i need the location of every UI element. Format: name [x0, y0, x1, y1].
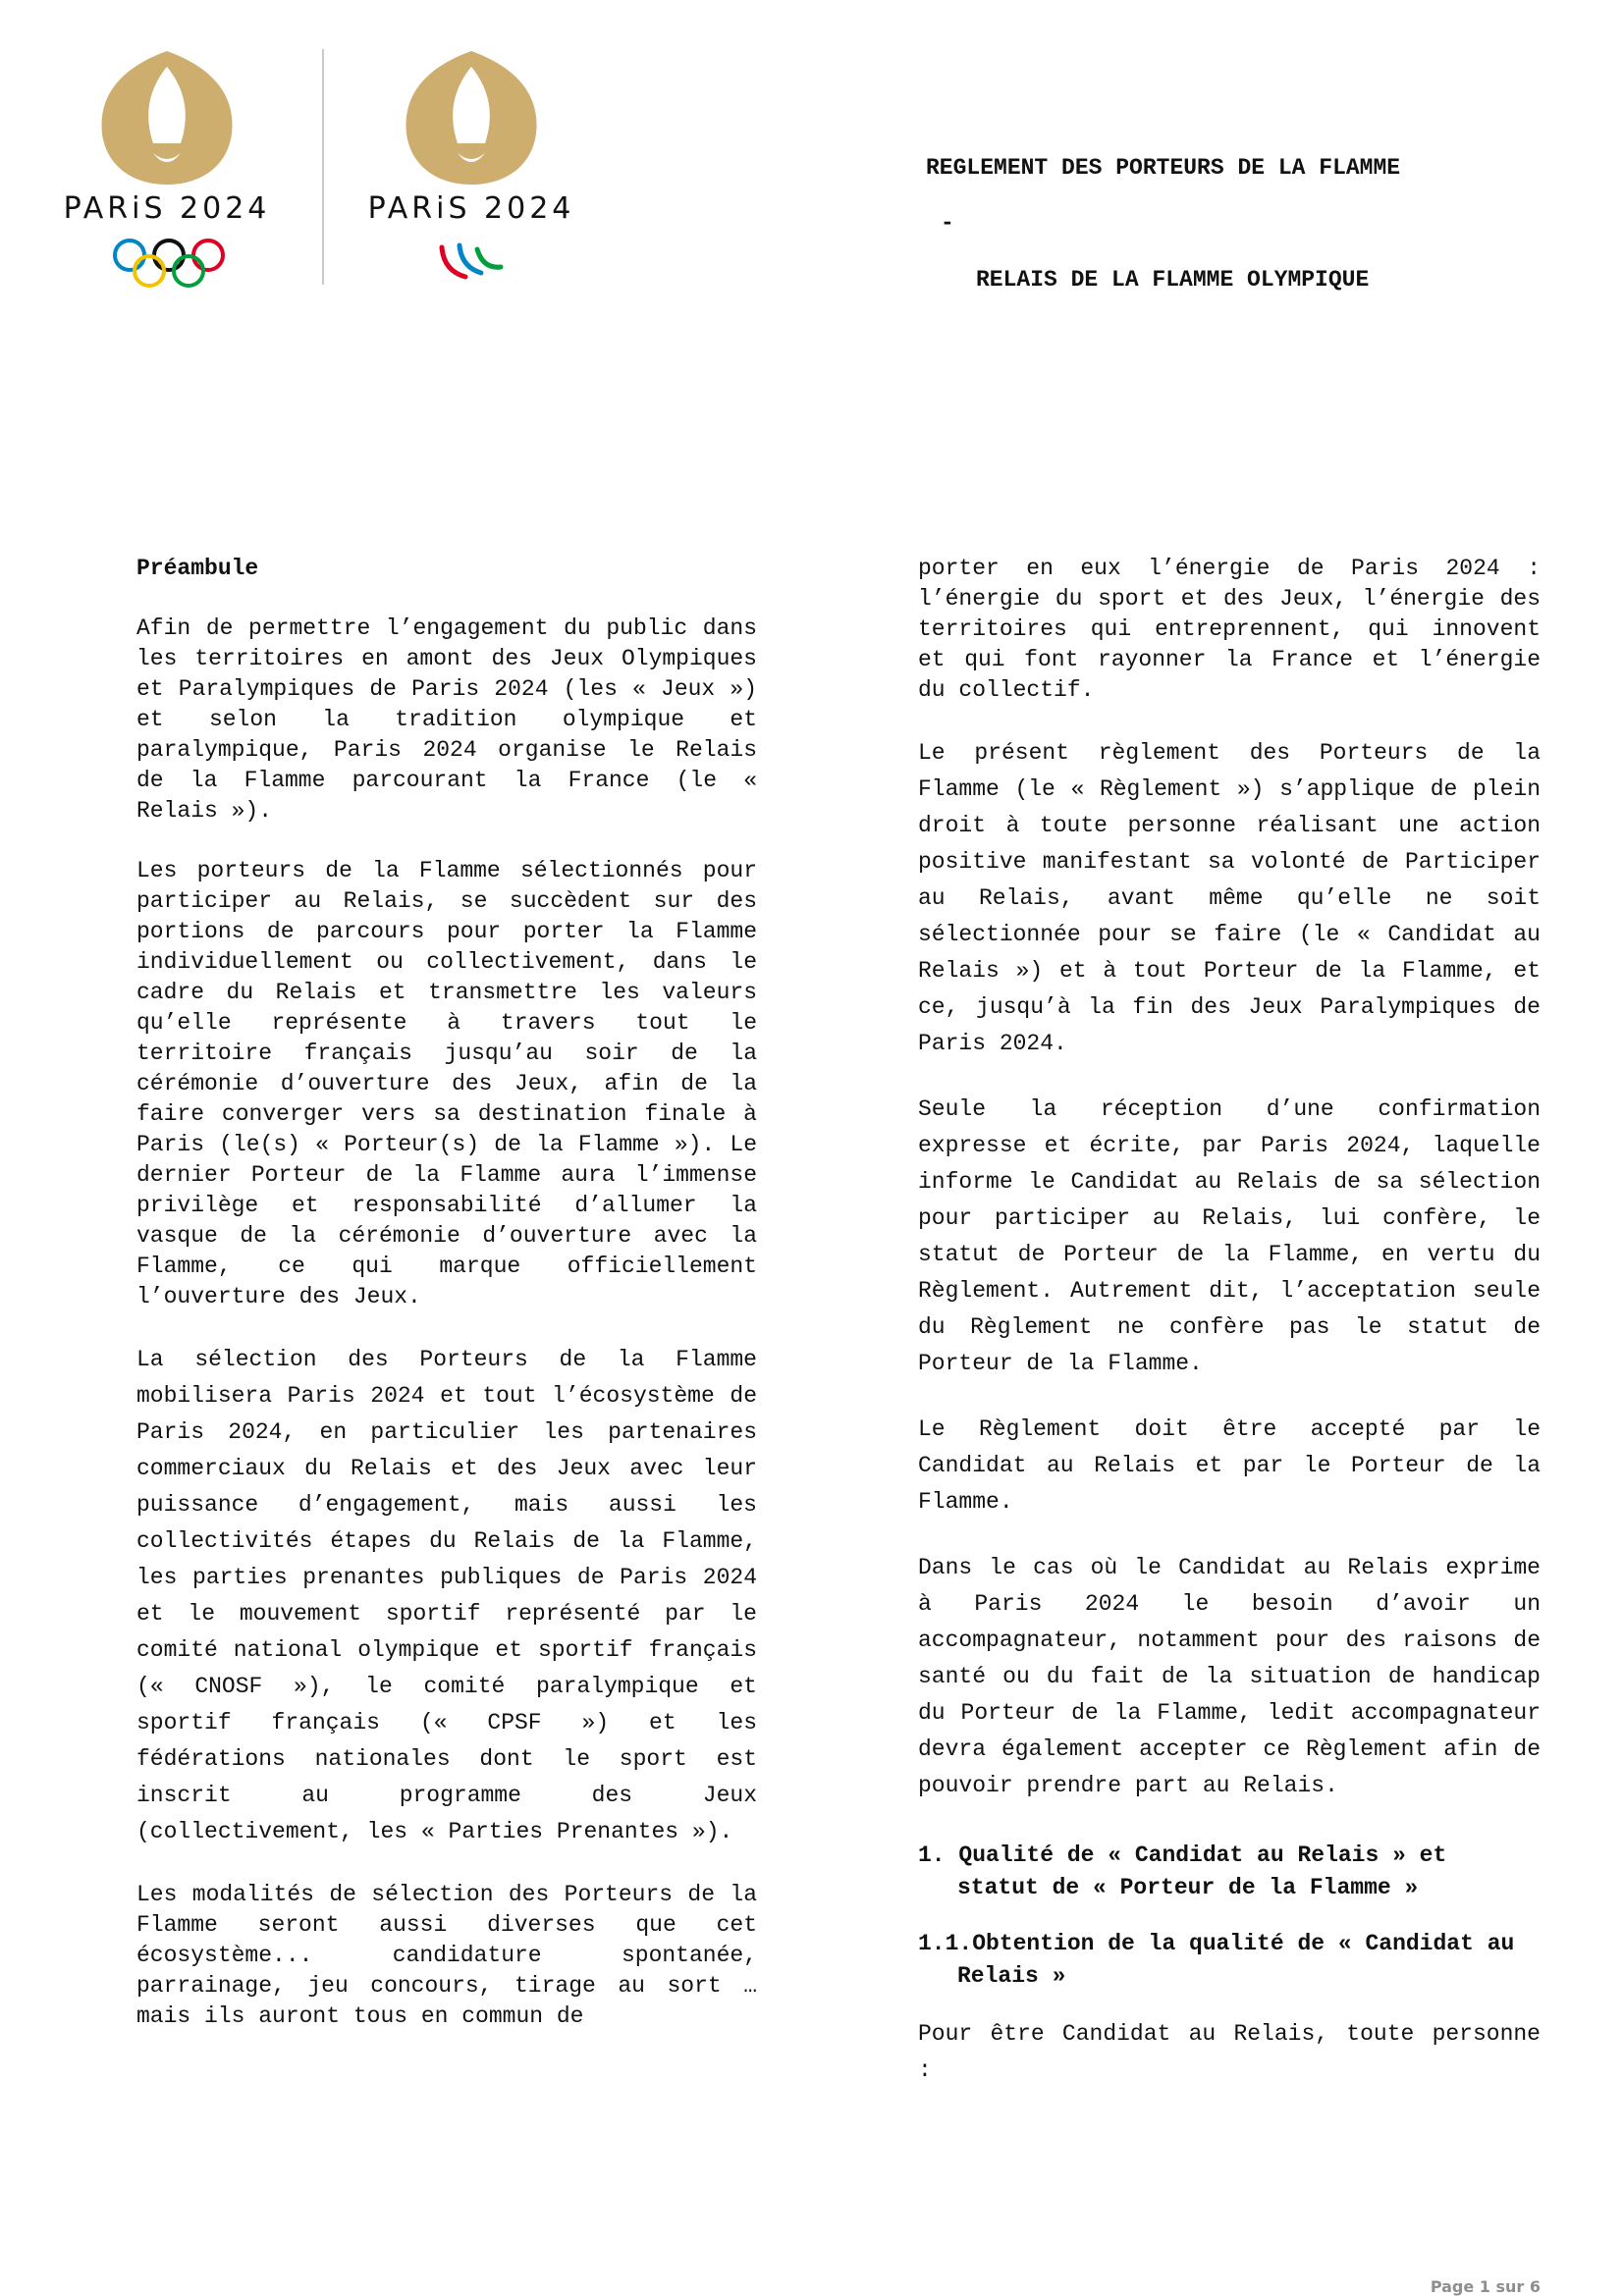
- paralympic-wordmark: PARiS 2024: [367, 191, 575, 226]
- right-column: [918, 554, 1541, 2118]
- logos: [59, 49, 609, 294]
- logo-divider: [322, 49, 324, 285]
- preamble-heading: Préambule: [136, 556, 259, 581]
- paragraph: La sélection des Porteurs de la Flamme mobilisera Paris 2024 et tout l’écosystème de Paris 2024, en particulier les partenaires commerciaux du Relais et des Jeux avec leur puissance d’engagement, mais aussi les collectivités étapes du Relais de la Flamme, les parties prenantes publiques de Paris 2024 et le mouvement sportif représenté par le comité national olympique et sportif français (« CNOSF »), le comité paralympique et sportif français (« CPSF ») et les fédérations nationales dont le sport est inscrit au programme des Jeux (collectivement, les « Parties Prenantes »).: [136, 1347, 757, 1844]
- paragraph: Dans le cas où le Candidat au Relais exprime à Paris 2024 le besoin d’avoir un accompagnateur, notamment pour des raisons de santé ou du fait de la situation de handicap du Porteur de la Flamme, ledit accompagnateur devra également accepter ce Règlement afin de pouvoir prendre part au Relais.: [918, 1555, 1541, 1798]
- left-column: [136, 554, 757, 2061]
- paragraph: porter en eux l’énergie de Paris 2024 : l’énergie du sport et des Jeux, l’énergie des territoires qui entreprennent, qui innovent et qui font rayonner la France et l’énergie du collectif.: [918, 556, 1541, 703]
- olympic-wordmark: PARiS 2024: [63, 191, 271, 226]
- paragraph: Les porteurs de la Flamme sélectionnés pour participer au Relais, se succèdent sur des portions de parcours pour porter la Flamme individuellement ou collectivement, dans le cadre du Relais et transmettre les valeurs qu’elle représente à travers tout le territoire français jusqu’au soir de la cérémonie d’ouverture des Jeux, afin de la faire converger vers sa destination finale à Paris (le(s) « Porteur(s) de la Flamme »). Le dernier Porteur de la Flamme aura l’immense privilège et responsabilité d’allumer la vasque de la cérémonie d’ouverture avec la Flamme, ce qui marque officiellement l’ouverture des Jeux.: [136, 858, 757, 1309]
- paragraph: Le présent règlement des Porteurs de la Flamme (le « Règlement ») s’applique de plein droit à toute personne réalisant une action positive manifestant sa volonté de Participer au Relais, avant même qu’elle ne soit sélectionnée pour se faire (le « Candidat au Relais ») et à tout Porteur de la Flamme, et ce, jusqu’à la fin des Jeux Paralympiques de Paris 2024.: [918, 740, 1541, 1056]
- paragraph: Seule la réception d’une confirmation expresse et écrite, par Paris 2024, laquelle informe le Candidat au Relais de sa sélection pour participer au Relais, lui confère, le statut de Porteur de la Flamme, en vertu du Règlement. Autrement dit, l’acceptation seule du Règlement ne confère pas le statut de Porteur de la Flamme.: [918, 1096, 1541, 1376]
- paragraph: Les modalités de sélection des Porteurs de la Flamme seront aussi diverses que cet écosystème... candidature spontanée, parrainage, jeu concours, tirage au sort … mais ils auront tous en commun de: [136, 1882, 757, 2029]
- paris-2024-olympic-logo: [59, 49, 275, 294]
- olympic-rings-icon: [110, 236, 228, 294]
- paragraph: Pour être Candidat au Relais, toute personne :: [918, 2021, 1541, 2083]
- flame-face-icon: [363, 49, 579, 187]
- flame-face-icon: [59, 49, 275, 187]
- paragraph: Le Règlement doit être accepté par le Candidat au Relais et par le Porteur de la Flamme.: [918, 1416, 1541, 1515]
- document-title-line1: REGLEMENT DES PORTEURS DE LA FLAMME: [926, 155, 1401, 181]
- title-separator: -: [941, 210, 954, 236]
- paris-2024-paralympic-logo: [363, 49, 579, 294]
- paragraph: Afin de permettre l’engagement du public dans les territoires en amont des Jeux Olympiques et Paralympiques de Paris 2024 (les « Jeux ») et selon la tradition olympique et paralympique, Paris 2024 organise le Relais de la Flamme parcourant la France (le « Relais »).: [136, 615, 757, 824]
- section-heading-1-1: 1.1.Obtention de la qualité de « Candidat au Relais »: [918, 1931, 1515, 1989]
- agitos-icon: [432, 238, 511, 287]
- document-title-line2: RELAIS DE LA FLAMME OLYMPIQUE: [976, 267, 1370, 293]
- section-heading-1: 1. Qualité de « Candidat au Relais » et statut de « Porteur de la Flamme »: [918, 1842, 1447, 1900]
- page-number: Page 1 sur 6: [1430, 2277, 1541, 2296]
